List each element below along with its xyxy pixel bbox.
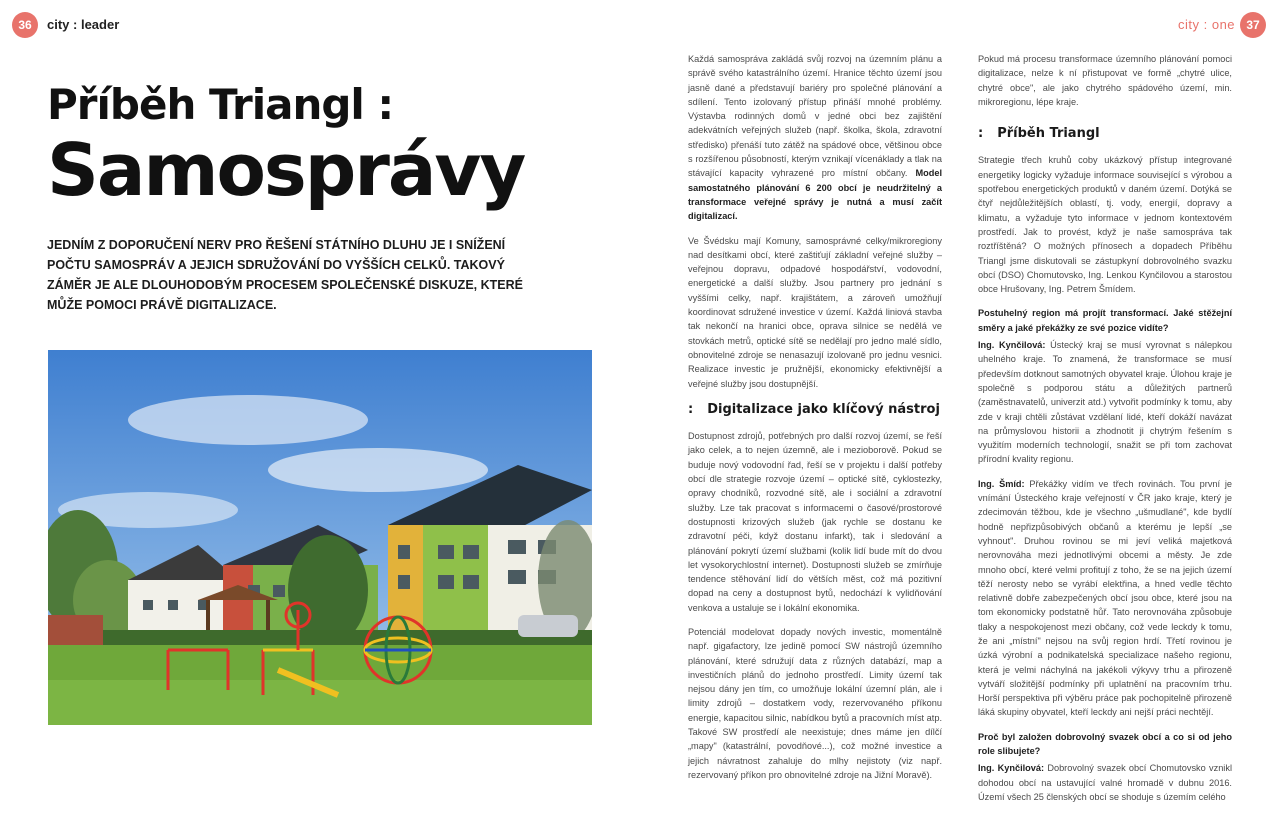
subheading-text: Digitalizace jako klíčový nástroj — [707, 401, 940, 417]
text-column-2 — [978, 52, 1232, 814]
article-title-line2: Samosprávy — [47, 128, 525, 212]
speaker-name: Ing. Kynčilová: — [978, 340, 1046, 351]
subheading — [688, 403, 942, 417]
page-number-right: 37 — [1240, 12, 1266, 38]
speaker-name: Ing. Šmíd: — [978, 478, 1025, 489]
paragraph — [688, 52, 942, 224]
paragraph-text: Každá samospráva zakládá svůj rozvoj na územním plánu a správě svého katastrálního území. Hranice těchto území jsou jasně dané a představují bariéry pro společné plánování a sdílení. Tento izolovaný přístup přináší mnohé problémy. Výstavba rodinných domů v jedné obci bez zajištění adekvátních veřejných služeb (např. školka, škola, zdravotní středisko) přenáší tuto zátěž na spádové obce, většinou obce s rozšířenou působností, kterým vznikají vícenáklady a tlak na stávající kapacity vyhrazené pro místní občany. — [688, 54, 942, 179]
subheading — [978, 127, 1232, 141]
paragraph: Pokud má procesu transformace územního plánování pomoci digitalizace, nelze k ní přistupovat ve formě „chytré ulice, chytré obce", ale jako chytrého spádového území, min. mikroregionu, lépe kraje. — [978, 54, 1232, 107]
paragraph: Ve Švédsku mají Komuny, samosprávné celky/mikroregiony nad desítkami obcí, které zaštiťují základní veřejné služby – veřejnou dopravu, odpadové hospodářství, vodovodní, energetické a další služby. Jsou partnery pro jednání s vyššími celky, např. krajištátem, a zároveň umožňují koordinovat sdružené investice v území. Každá liniová stavba tak nekončí na hranici obce, oprava silnice se nedělá ve stovkách metrů, optické sítě se nedělají pro jedno malé sídlo, obnovitelné zdroje se nenasazují izolovaně pro jednu vesnici. Realizace investic je pružnější, ekonomicky efektivnější a veřejné služby jsou dostupnější. — [688, 235, 942, 389]
interview-answer — [978, 477, 1232, 720]
interview-question: Proč byl založen dobrovolný svazek obcí a co si od jeho role slibujete? — [978, 731, 1232, 757]
paragraph: Dostupnost zdrojů, potřebných pro další rozvoj území, se řeší jako celek, a to nejen územně, ale i mezioborově. Pokud se buduje nový vodovodní řad, řeší se v projektu i další potřeby obcí dle strategie rozvoje území – optické sítě, cyklostezky, opravy chodníků, rozvodné sítě, ale i sociální a zdravotní služby. Lze tak pracovat s informacemi o časové/prostorové dostupnosti krizových služeb (jak rychle se dostanu ke zdravotní péči, když dostanu infarkt), tak i sledování a plánování pokrytí území službami (kolik lidí bude mít do dvou let vysokorychlostní internet). Dostupnosti služeb se zmírňuje tendence stěhování lidí do větších měst, což má pozitivní dopad na ceny a dostupnost bytů, nedochází k vylidňování venkova a ustaluje se i lokální ekonomika. — [688, 431, 942, 613]
paragraph: Potenciál modelovat dopady nových investic, momentálně např. gigafactory, lze jedině pomocí SW nástrojů územního plánování, které sdružují data z různých databází, map a investičních plánů do jednoho prostředí. Limity území tak nejsou dány jen tím, co umožňuje lokální územní plán, ale i limity zdrojů – dostatkem vody, rezervovaného příkonu energie, kapacitou silnic, nabídkou bytů a pracovních míst atp. Takové SW prostředí ale neexistuje; dnes máme jen dílčí „mapy" (katastrální, povodňové...), což možné investice a jejich návratnost zahaluje do mlhy nejistoty (viz např. rezervovaný příkon pro obnovitelné zdroje na Jižní Moravě). — [688, 626, 942, 780]
section-header-left: city : leader — [47, 17, 120, 32]
page-number-left: 36 — [12, 12, 38, 38]
answer-text: Dobrovolný svazek obcí Chomutovsko vznikl dohodou obcí na ustavující valné hromadě v dubnu 2016. Území všech 25 členských obcí se shoduje s územím celého — [978, 763, 1232, 802]
speaker-name: Ing. Kynčilová: — [978, 763, 1045, 774]
subheading-text: Příběh Triangl — [997, 126, 1100, 142]
article-photo — [48, 350, 592, 725]
subheading-mark: : — [978, 126, 984, 142]
section-header-right: city : one — [1178, 17, 1236, 32]
answer-text: Překážky vidím ve třech rovinách. Tou první je vnímání Ústeckého kraje veřejností v ČR jako kraje, který je zdecimován těžbou, kde je všechno „ušmudlané", kde bydlí hodně nepřizpůsobivých občanů a kterému je lepší „se vyhnout". Druhou rovinou se mi jeví veliká majetková nerovnováha mezi jednotlivými obcemi a městy. Je zde mnoho obcí, které velmi profitují z toho, že se na jejich území těží nerosty nebo se vyrábí elektřina, a hned vedle těchto relativně dobře zabezpečených obcí jsou obce, které jsou na tom ekonomicky podstatně hůř. Tato nerovnováha způsobuje tlaky a nespokojenost mezi občany, což vede leckdy k tomu, že ani „místní" nejsou na svůj region hrdí. Třetí rovinou je úzká výrobní a podnikatelská specializace našeho regionu, která je velmi náchylná na jakékoli výkyvy trhu a přirozeně vytváří složitější podmínky při uplatnění na pracovním trhu. Horší perspektiva při výběru práce pak pochopitelně přirozeně láká skupiny obyvatel, kteří leckdy ani nejší práci nechtějí. — [978, 478, 1232, 718]
subheading-mark: : — [688, 401, 694, 417]
answer-text: Ústecký kraj se musí vyrovnat s nálepkou uhelného kraje. To znamená, že transformace se musí především dotknout samotných obyvatel kraje. Úlohou kraje je společně s podporou státu a důležitých partnerů (zaměstnavatelů, univerzit atd.) vytvořit podmínky k tomu, aby zde v kraji chtěli zůstávat vzdělaní lidé, kteří dokáží navázat na průmyslovou historii a zhodnotit ji chytrým řešením s využitím moderních technologií, snažit se při tom zachovat přírodní kvality regionu. — [978, 340, 1232, 465]
paragraph-bold: Model samostatného plánování 6 200 obcí je neudržitelný a transformace veřejné správy je nutná a musí začít digitalizací. — [688, 168, 942, 222]
interview-answer — [978, 761, 1232, 804]
text-column-1 — [688, 52, 942, 792]
interview-answer — [978, 338, 1232, 467]
lead-paragraph: JEDNÍM Z DOPORUČENÍ NERV PRO ŘEŠENÍ STÁTNÍHO DLUHU JE I SNÍŽENÍ POČTU SAMOSPRÁV A JEJICH SDRUŽOVÁNÍ DO VYŠŠÍCH CELKŮ. TAKOVÝ ZÁMĚR JE ALE DLOUHODOBÝM PROCESEM SPOLEČENSKÉ DISKUZE, KTERÉ MŮŽE POMOCI PRÁVĚ DIGITALIZACE. — [47, 238, 523, 312]
interview-question: Postuhelný region má projít transformací. Jaké stěžejní směry a jaké překážky ze své pozice vidíte? — [978, 308, 1232, 333]
article-title-line1: Příběh Triangl : — [47, 80, 394, 129]
paragraph: Strategie třech kruhů coby ukázkový přístup integrované energetiky logicky vyžaduje informace související s výrobou a spotřebou energetických produktů v daném území. Dotýká se čtyř nejdůležitějších oblastí, tj. vody, energií, dopravy a klimatu, a vyžaduje tyto informace v jednom kontextovém prostředí. Jak to provést, když je naše samospráva tak roztříštěná? O možných přínosech a dopadech Příběhu Triangl jsme diskutovali se zástupkyní dobrovolného svazku obcí (DSO) Chomutovsko, Ing. Lenkou Kynčilovou a starostou obce Hrušovany, Ing. Petrem Šmídem. — [978, 155, 1232, 295]
